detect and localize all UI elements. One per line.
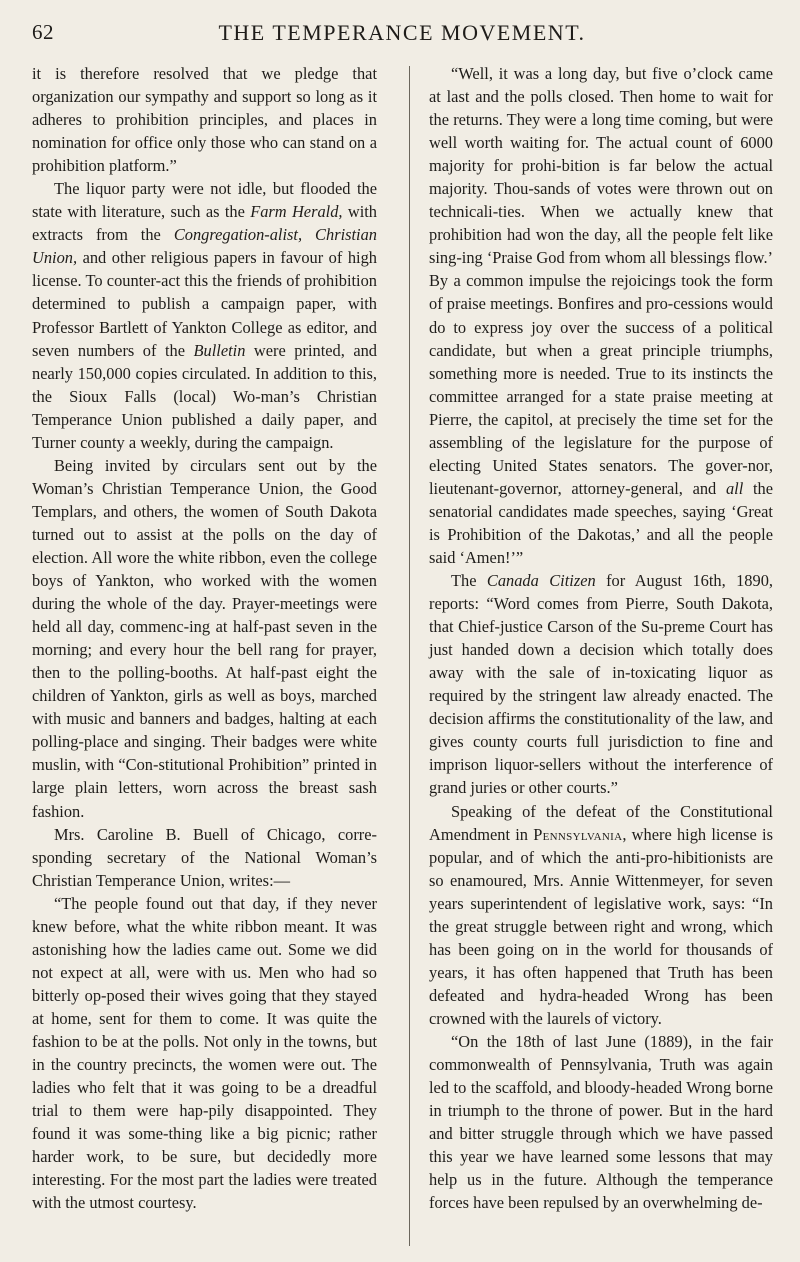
paragraph: The liquor party were not idle, but flooded the state with literature, such as the Farm Herald, with extracts from the Congregation-alist, Christian Union, and other religious papers in favour of high license. To counter-act this the friends of prohibition determined to publish a campaign paper, with Professor Bartlett of Yankton College as editor, and seven numbers of the Bulletin were printed, and nearly 150,000 copies circulated. In addition to this, the Sioux Falls (local) Wo-man’s Christian Temperance Union published a daily paper, and Turner county a weekly, during the campaign. [32, 179, 378, 452]
paragraph: Speaking of the defeat of the Constitutional Amendment in Pennsylvania, where high license is popular, and of which the anti-pro-hibitionists are so enamoured, Mrs. Annie Wittenmeyer, for seven years superintendent of legislative work, says: “In the great struggle between right and wrong, which has been going on in the world for thousands of years, it has often happened that Truth has been defeated and hydra-headed Wrong has been crowned with the laurels of victory. [429, 801, 773, 1028]
paragraph: Mrs. Caroline B. Buell of Chicago, corre-sponding secretary of the National Woman’s Christian Temperance Union, writes:— [32, 824, 377, 890]
right-column [429, 62, 773, 1214]
quote-paragraph: “The people found out that day, if they never knew before, what the white ribbon meant. It was astonishing how the ladies came out. Some we did not expect at all, were with us. Men who had so bitterly op-posed their wives going that they stayed at home, sent for them to come. It was quite the fashion to be at the polls. Not only in the towns, but in the country precincts, the women were out. The ladies who felt that it was going to be a dreadful trial to them were hap-pily disappointed. They found it was some-thing like a big picnic; rather harder work, to be sure, but decidedly more interesting. For the most part the ladies were treated with the utmost courtesy. [32, 893, 377, 1213]
paragraph: Being invited by circulars sent out by the Woman’s Christian Temperance Union, the Good Templars, and others, the women of South Dakota turned out to assist at the polls on the day of election. All wore the white ribbon, even the college boys of Yankton, who worked with the women during the whole of the day. Prayer-meetings were held all day, commenc-ing at half-past seven in the morning; and every hour the bell rang for prayer, then to the polling-booths. At half-past eight the children of Yankton, girls as well as boys, marched with music and banners and badges, halting at each polling-place and singing. Their badges were white muslin, with “Con-stitutional Prohibition” printed in large plain letters, worn across the breast sash fashion. [32, 455, 377, 821]
quote-paragraph: “On the 18th of last June (1889), in the fair commonwealth of Pennsylvania, Truth was again led to the scaffold, and bloody-headed Wrong borne in triumph to the throne of power. But in the hard and bitter struggle through which we have passed this year we have learned some lessons that may help us in the future. Although the temperance forces have been repulsed by an overwhelming de- [429, 1031, 773, 1213]
left-column [32, 62, 377, 1214]
column-divider [409, 66, 410, 1246]
running-title: THE TEMPERANCE MOVEMENT. [218, 20, 586, 45]
page-number: 62 [32, 20, 54, 44]
paragraph: it is therefore resolved that we pledge that organization our sympathy and support so long as it adheres to prohibition principles, and places in nomination for office only those who can stand on a prohibition platform.” [32, 64, 377, 176]
paragraph: The Canada Citizen for August 16th, 1890, reports: “Word comes from Pierre, South Dakota, that Chief-justice Carson of the Su-preme Court has just handed down a decision which totally does away with the sale of in-toxicating liquor as required by the stringent law already enacted. The decision affirms the constitutionality of the law, and gives county courts full jurisdiction to fine and imprison liquor-sellers without the interference of grand juries or other courts.” [429, 571, 773, 798]
page-header [32, 14, 772, 50]
quote-paragraph: “Well, it was a long day, but five o’clock came at last and the polls closed. Then home to wait for the returns. They were a long time coming, but were well worth waiting for. The actual count of 6000 majority for prohi-bition is far below the actual majority. Thou-sands of votes were thrown out on technicali-ties. When we actually knew that prohibition had won the day, all the people felt like sing-ing ‘Praise God from whom all blessings flow.’ By a common impulse the rejoicings took the form of praise meetings. Bonfires and pro-cessions would do to express joy over the success of a political candidate, but when a great principle triumphs, something more is needed. True to its instincts the committee arranged for a state praise meeting at Pierre, the capitol, at precisely the time set for the assembling of the legislature for the purpose of electing United States senators. The gover-nor, lieutenant-governor, attorney-general, and all the senatorial candidates made speeches, saying ‘Great is Prohibition of the Dakotas,’ and all the people said ‘Amen!’” [429, 64, 774, 567]
